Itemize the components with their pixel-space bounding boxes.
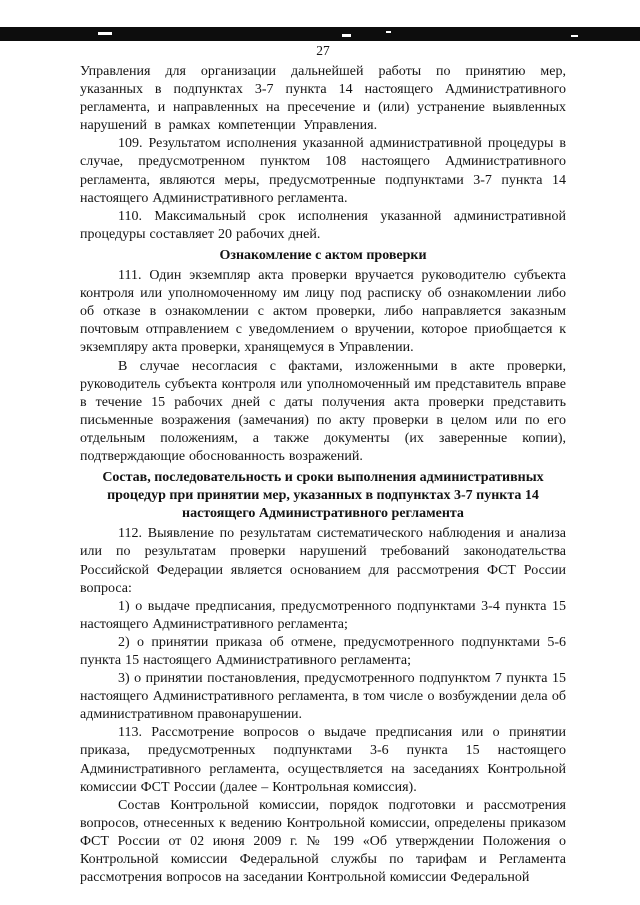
scan-noise-speck: [571, 35, 578, 37]
paragraph: 1) о выдаче предписания, предусмотренного подпунктами 3-4 пункта 15 настоящего Административного регламента;: [80, 598, 566, 632]
scan-noise-speck: [342, 34, 351, 37]
paragraph: Состав Контрольной комиссии, порядок подготовки и рассмотрения вопросов, отнесенных к ведению Контрольной комиссии, определены приказом ФСТ России от 02 июня 2009 г. № 199 «Об утверждении Положения о Контрольной комиссии Федеральной службы по тарифам и Регламента рассмотрения вопросов на заседании Контрольной комиссии Федеральной: [80, 797, 566, 886]
paragraph: 2) о принятии приказа об отмене, предусмотренного подпунктами 5-6 пункта 15 настоящего Административного регламента;: [80, 634, 566, 668]
scan-artifact-bar: [0, 27, 640, 41]
paragraph: 111. Один экземпляр акта проверки вручается руководителю субъекта контроля или уполномоченному им лицу под расписку об ознакомлении либо об отказе в ознакомлении с актом проверки, либо направляется заказным почтовым отправлением с уведомлением о вручении, которое приобщается к экземпляру акта проверки, хранящемуся в Управлении.: [80, 268, 566, 356]
page-content: [80, 42, 566, 887]
paragraph: 112. Выявление по результатам систематического наблюдения и анализа или по результатам проверки нарушений требований законодательства Российской Федерации является основанием для рассмотрения ФСТ России вопроса:: [80, 526, 566, 596]
paragraph: Управления для организации дальнейшей работы по принятию мер, указанных в подпунктах 3-7 пункта 14 настоящего Административного регламента, и направленных на пресечение и (или) устранение выявленных нарушений в рамках компетенции Управления.: [80, 64, 566, 134]
paragraph: 113. Рассмотрение вопросов о выдаче предписания или о принятии приказа, предусмотренных подпунктами 3-6 пункта 15 настоящего Административного регламента, осуществляется на заседаниях Контрольной комиссии ФСТ России (далее – Контрольная комиссия).: [80, 725, 566, 795]
paragraph: 109. Результатом исполнения указанной административной процедуры в случае, предусмотренном пунктом 108 настоящего Административного регламента, являются меры, предусмотренные подпунктами 3-7 пункта 14 настоящего Административного регламента.: [80, 136, 566, 206]
scan-noise-speck: [98, 32, 112, 35]
scan-noise-speck: [386, 31, 391, 33]
section-heading: Ознакомление с актом проверки: [219, 247, 427, 263]
section-heading: Состав, последовательность и сроки выполнения административных процедур при принятии мер, указанных в подпунктах 3-7 пункта 14 настоящего Административного регламента: [102, 470, 544, 522]
paragraph: 3) о принятии постановления, предусмотренного подпунктом 7 пункта 15 настоящего Административного регламента, в том числе о возбуждении дела об административном правонарушении.: [80, 671, 566, 723]
paragraph: 110. Максимальный срок исполнения указанной административной процедуры составляет 20 рабочих дней.: [80, 208, 566, 242]
page-number: 27: [316, 43, 330, 58]
paragraph: В случае несогласия с фактами, изложенными в акте проверки, руководитель субъекта контроля или уполномоченный им представитель вправе в течение 15 рабочих дней с даты получения акта проверки представить письменные возражения (замечания) по акту проверки в целом или по его отдельным положениям, а также документы (их заверенные копии), подтверждающие обоснованность возражений.: [80, 358, 566, 464]
